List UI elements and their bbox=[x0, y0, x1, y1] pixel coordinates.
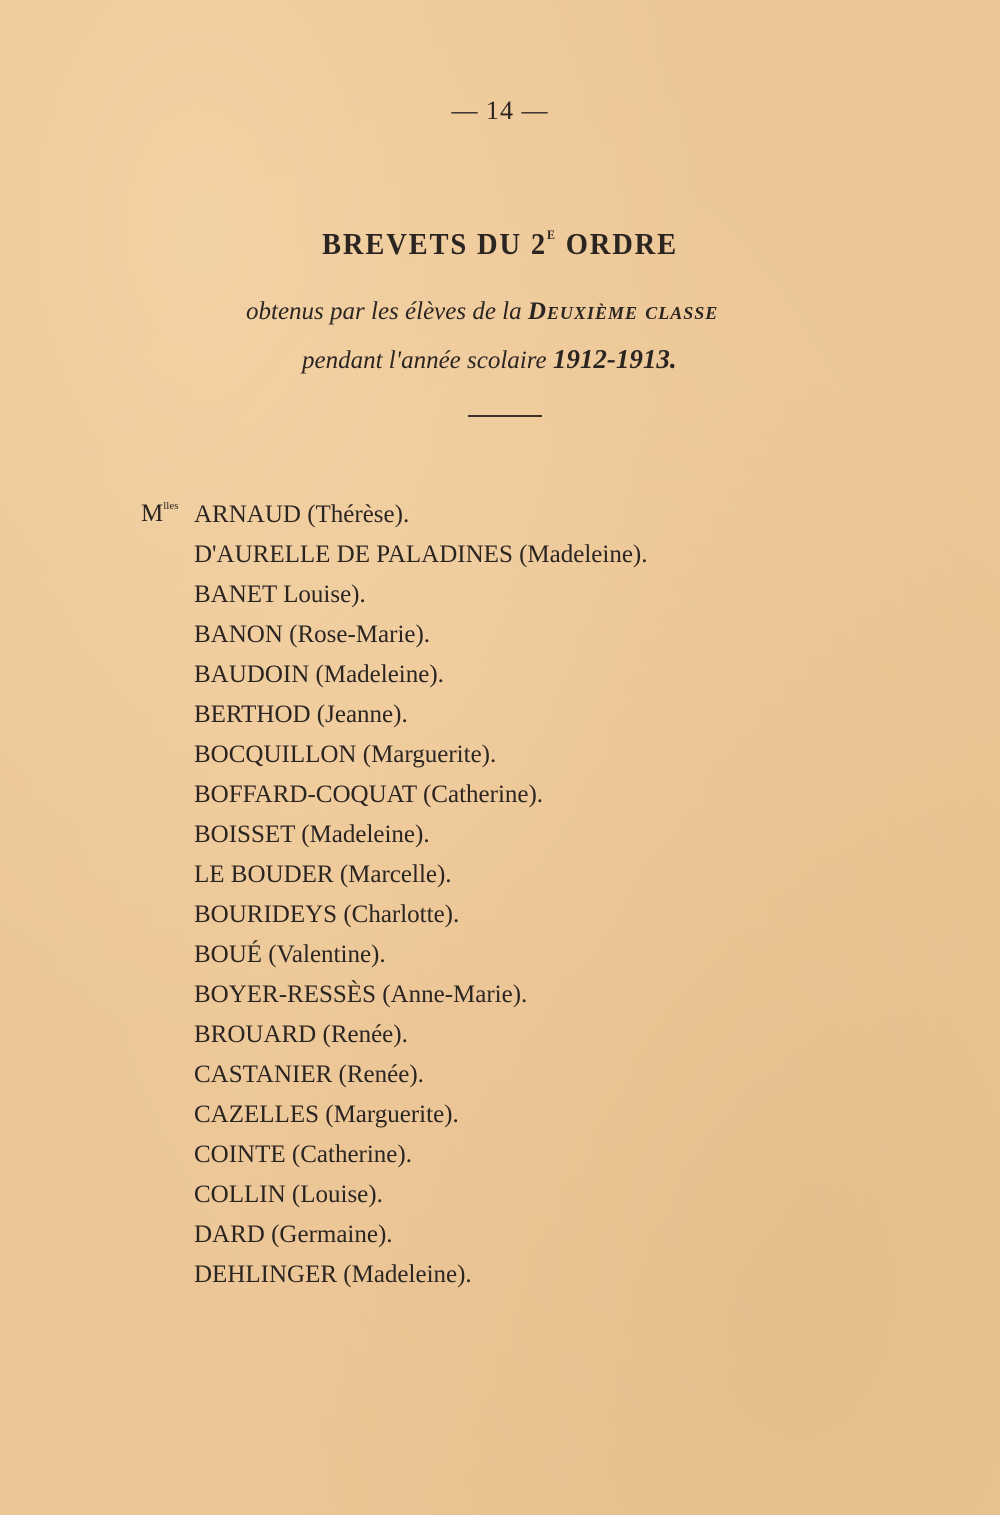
list-item: BOCQUILLON (Marguerite). bbox=[194, 741, 497, 768]
list-item: BAUDOIN (Madeleine). bbox=[194, 661, 444, 688]
divider-rule bbox=[468, 415, 542, 417]
list-item: BOUÉ (Valentine). bbox=[194, 941, 386, 968]
subtitle-line-2 bbox=[302, 344, 677, 375]
list-item: BROUARD (Renée). bbox=[194, 1021, 408, 1048]
list-item: BOURIDEYS (Charlotte). bbox=[194, 901, 460, 928]
list-item: BOYER-RESSÈS (Anne-Marie). bbox=[194, 981, 528, 1008]
title-main: BREVETS DU 2 bbox=[322, 226, 547, 261]
page-title bbox=[40, 226, 960, 262]
list-item: CASTANIER (Renée). bbox=[194, 1061, 424, 1088]
list-item: COINTE (Catherine). bbox=[194, 1141, 412, 1168]
list-item: BERTHOD (Jeanne). bbox=[194, 701, 408, 728]
list-item: DEHLINGER (Madeleine). bbox=[194, 1261, 472, 1288]
list-item: LE BOUDER (Marcelle). bbox=[194, 861, 452, 888]
list-item: ARNAUD (Thérèse). bbox=[194, 501, 410, 528]
school-year: 1912-1913. bbox=[552, 344, 677, 374]
list-item: BOFFARD-COQUAT (Catherine). bbox=[194, 781, 544, 808]
student-name-list bbox=[194, 495, 648, 1295]
subtitle-class-name: Deuxième classe bbox=[527, 298, 719, 325]
list-prefix-superscript: lles bbox=[163, 499, 179, 512]
title-end: ORDRE bbox=[556, 226, 678, 261]
subtitle-line-1 bbox=[246, 298, 718, 326]
title-superscript: E bbox=[546, 226, 557, 242]
subtitle-line-2-text: pendant l'année scolaire bbox=[302, 347, 553, 374]
subtitle-line-1-text: obtenus par les élèves de la bbox=[246, 298, 528, 325]
list-prefix-base: M bbox=[141, 500, 164, 527]
page-number: — 14 — bbox=[451, 96, 549, 125]
list-prefix bbox=[141, 500, 179, 528]
list-item: CAZELLES (Marguerite). bbox=[194, 1101, 459, 1128]
list-item: DARD (Germaine). bbox=[194, 1221, 393, 1248]
list-item: BOISSET (Madeleine). bbox=[194, 821, 430, 848]
list-item: COLLIN (Louise). bbox=[194, 1181, 383, 1208]
list-item: BANON (Rose-Marie). bbox=[194, 621, 431, 648]
list-item: D'AURELLE DE PALADINES (Madeleine). bbox=[194, 541, 648, 568]
list-item: BANET Louise). bbox=[194, 581, 366, 608]
